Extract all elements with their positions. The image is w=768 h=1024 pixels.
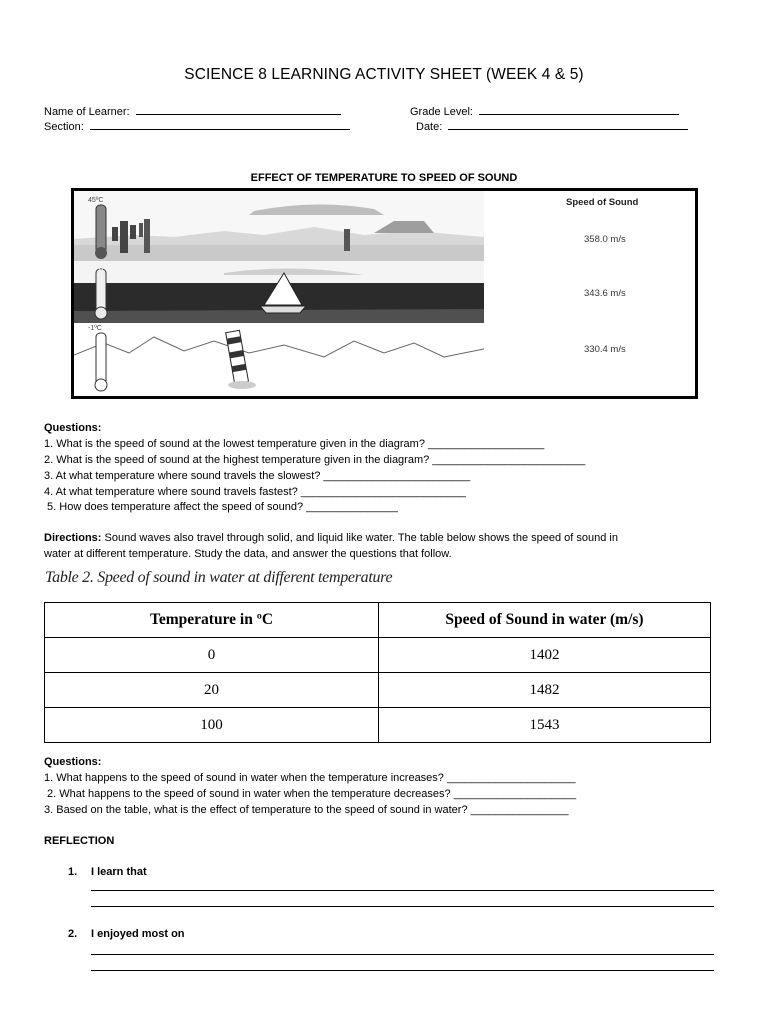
- snow-band: [74, 323, 484, 399]
- directions-label: Directions:: [44, 532, 102, 544]
- reflection-heading: REFLECTION: [44, 835, 115, 847]
- desert-scene-icon: [74, 191, 484, 261]
- section-label: Section:: [44, 121, 84, 133]
- table-row: [45, 673, 711, 708]
- reflection-label-2: I enjoyed most on: [91, 928, 185, 940]
- temperature-diagram: [71, 188, 698, 399]
- questions-heading-1: Questions:: [44, 422, 102, 434]
- grade-label: Grade Level:: [410, 106, 473, 118]
- directions-text-1: Sound waves also travel through solid, and liquid like water. The table below shows the speed of sound in: [101, 532, 618, 544]
- reflection-number-2: 2.: [68, 928, 78, 940]
- speed-value-mild: 343.6 m/s: [584, 288, 626, 299]
- cell-speed: 1543: [379, 708, 711, 743]
- answer-line[interactable]: [91, 954, 714, 955]
- snow-scene-icon: [74, 323, 484, 399]
- table-header-row: [45, 603, 711, 638]
- speed-header: Speed of Sound: [566, 197, 639, 208]
- name-field[interactable]: [44, 105, 341, 119]
- page-title: SCIENCE 8 LEARNING ACTIVITY SHEET (WEEK 4 & 5): [184, 66, 584, 83]
- question-1-1: 1. What is the speed of sound at the lowest temperature given in the diagram? ___________________: [44, 438, 545, 450]
- sea-scene-icon: [74, 261, 484, 323]
- temp-label-mild: 21ºC: [88, 265, 104, 272]
- reflection-number-1: 1.: [68, 866, 78, 878]
- speed-table: [44, 602, 711, 743]
- date-label: Date:: [416, 121, 443, 133]
- col-header-temperature: Temperature in ºC: [45, 603, 379, 638]
- sea-band: [74, 261, 484, 323]
- question-1-4: 4. At what temperature where sound travels fastest? ___________________________: [44, 486, 466, 498]
- cell-speed: 1482: [379, 673, 711, 708]
- table-row: [45, 638, 711, 673]
- question-1-3: 3. At what temperature where sound travels the slowest? ________________________: [44, 470, 471, 482]
- temp-label-hot: 45ºC: [88, 197, 104, 204]
- temp-label-cold: -1ºC: [88, 325, 102, 332]
- date-blank[interactable]: [448, 129, 688, 130]
- reflection-label-1: I learn that: [91, 866, 147, 878]
- figure-title: EFFECT OF TEMPERATURE TO SPEED OF SOUND: [250, 172, 518, 184]
- question-1-5: 5. How does temperature affect the speed of sound? _______________: [44, 501, 398, 513]
- question-1-2: 2. What is the speed of sound at the highest temperature given in the diagram? _________________________: [44, 454, 586, 466]
- question-2-1: 1. What happens to the speed of sound in water when the temperature increases? _____________________: [44, 772, 576, 784]
- grade-blank[interactable]: [479, 114, 679, 115]
- speed-value-cold: 330.4 m/s: [584, 344, 626, 355]
- directions-line-1: [44, 531, 618, 545]
- cell-temperature: 100: [45, 708, 379, 743]
- table-row: [45, 708, 711, 743]
- cell-speed: 1402: [379, 638, 711, 673]
- cell-temperature: 0: [45, 638, 379, 673]
- cell-temperature: 20: [45, 673, 379, 708]
- speed-value-hot: 358.0 m/s: [584, 234, 626, 245]
- directions-line-2: water at different temperature. Study the data, and answer the questions that follow.: [44, 548, 452, 560]
- desert-band: [74, 191, 484, 261]
- table-caption: Table 2. Speed of sound in water at different temperature: [45, 569, 393, 586]
- grade-field[interactable]: [410, 105, 679, 119]
- name-label: Name of Learner:: [44, 106, 130, 118]
- date-field[interactable]: [416, 120, 688, 134]
- answer-line[interactable]: [91, 890, 714, 891]
- questions-heading-2: Questions:: [44, 756, 102, 768]
- section-field[interactable]: [44, 120, 350, 134]
- name-blank[interactable]: [136, 114, 341, 115]
- answer-line[interactable]: [91, 970, 714, 971]
- question-2-2: 2. What happens to the speed of sound in water when the temperature decreases? ____________________: [44, 788, 577, 800]
- section-blank[interactable]: [90, 129, 350, 130]
- col-header-speed: Speed of Sound in water (m/s): [379, 603, 711, 638]
- answer-line[interactable]: [91, 906, 714, 907]
- question-2-3: 3. Based on the table, what is the effect of temperature to the speed of sound in water? ________________: [44, 804, 569, 816]
